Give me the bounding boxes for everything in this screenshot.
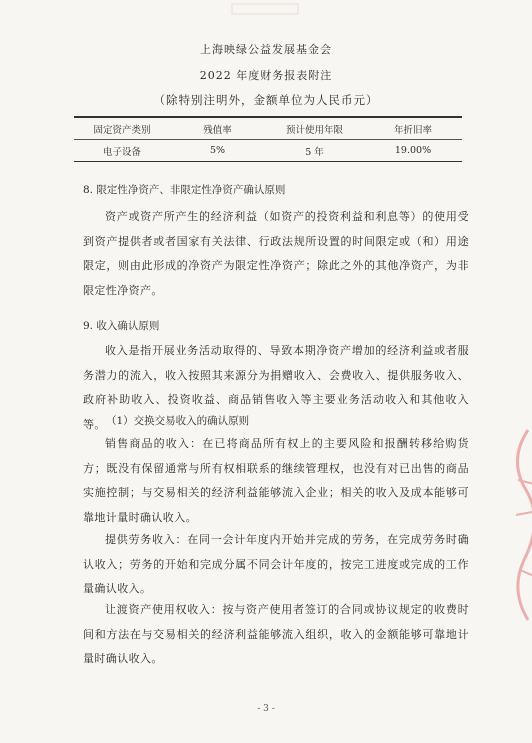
column-header: 固定资产类别 <box>93 124 151 136</box>
table-cell: 电子设备 <box>102 146 141 158</box>
exchange-transaction-heading: （1）交换交易收入的确认原则 <box>106 415 250 427</box>
table-row <box>74 140 462 161</box>
faint-stamp-mark <box>230 2 300 16</box>
unit-note: （除特别注明外，金额单位为人民币元） <box>153 93 379 107</box>
table-cell: 5% <box>209 145 226 156</box>
fixed-asset-table <box>74 116 462 162</box>
services-paragraph: 提供劳务收入：在同一会计年度内开始并完成的劳务，在完成劳务时确认收入；劳务的开始和完成分属不同会计年度的，按完工进度或完成的工作量确认收入。 <box>83 533 469 595</box>
column-header: 年折旧率 <box>393 124 432 136</box>
table-header-row <box>74 118 462 140</box>
organization-name: 上海映绿公益发展基金会 <box>200 43 332 56</box>
usage-rights-paragraph: 让渡资产使用权收入：按与资产使用者签订的合同或协议规定的收费时间和方法在与交易相关的经济利益能够流入组织，收入的金额能够可靠地计量时确认收入。 <box>83 603 469 665</box>
report-title: 2022 年度财务报表附注 <box>199 69 333 82</box>
column-header: 预计使用年限 <box>285 124 343 136</box>
table-cell: 5 年 <box>305 146 324 158</box>
red-seal-stamp <box>498 420 532 630</box>
section-9-intro: 收入是指开展业务活动取得的、导致本期净资产增加的经济利益或者服务潜力的流入，收入按照其来源分为捐赠收入、会费收入、提供服务收入、政府补助收入、投资收益、商品销售收入等主要业务活动收入和其他收入等。 <box>83 344 469 431</box>
goods-sales-paragraph: 销售商品的收入：在已将商品所有权上的主要风险和报酬转移给购货方；既没有保留通常与所有权相联系的继续管理权，也没有对已出售的商品实施控制；与交易相关的经济利益能够流入企业；相关的收入及成本能够可靠地计量时确认收入。 <box>83 437 469 524</box>
page-number: - 3 - <box>257 704 275 714</box>
section-8-heading: 8. 限定性净资产、非限定性净资产确认原则 <box>83 184 286 196</box>
section-8-body: 资产或资产所产生的经济利益（如资产的投资利益和利息等）的使用受到资产提供者或者国家有关法律、行政法规所设置的时间限定或（和）用途限定，则由此形成的净资产为限定性净资产；除此之外的其他净资产，为非限定性净资产。 <box>83 210 469 297</box>
table-cell: 19.00% <box>394 145 432 156</box>
column-header: 残值率 <box>203 124 232 136</box>
section-9-heading: 9. 收入确认原则 <box>83 320 160 332</box>
